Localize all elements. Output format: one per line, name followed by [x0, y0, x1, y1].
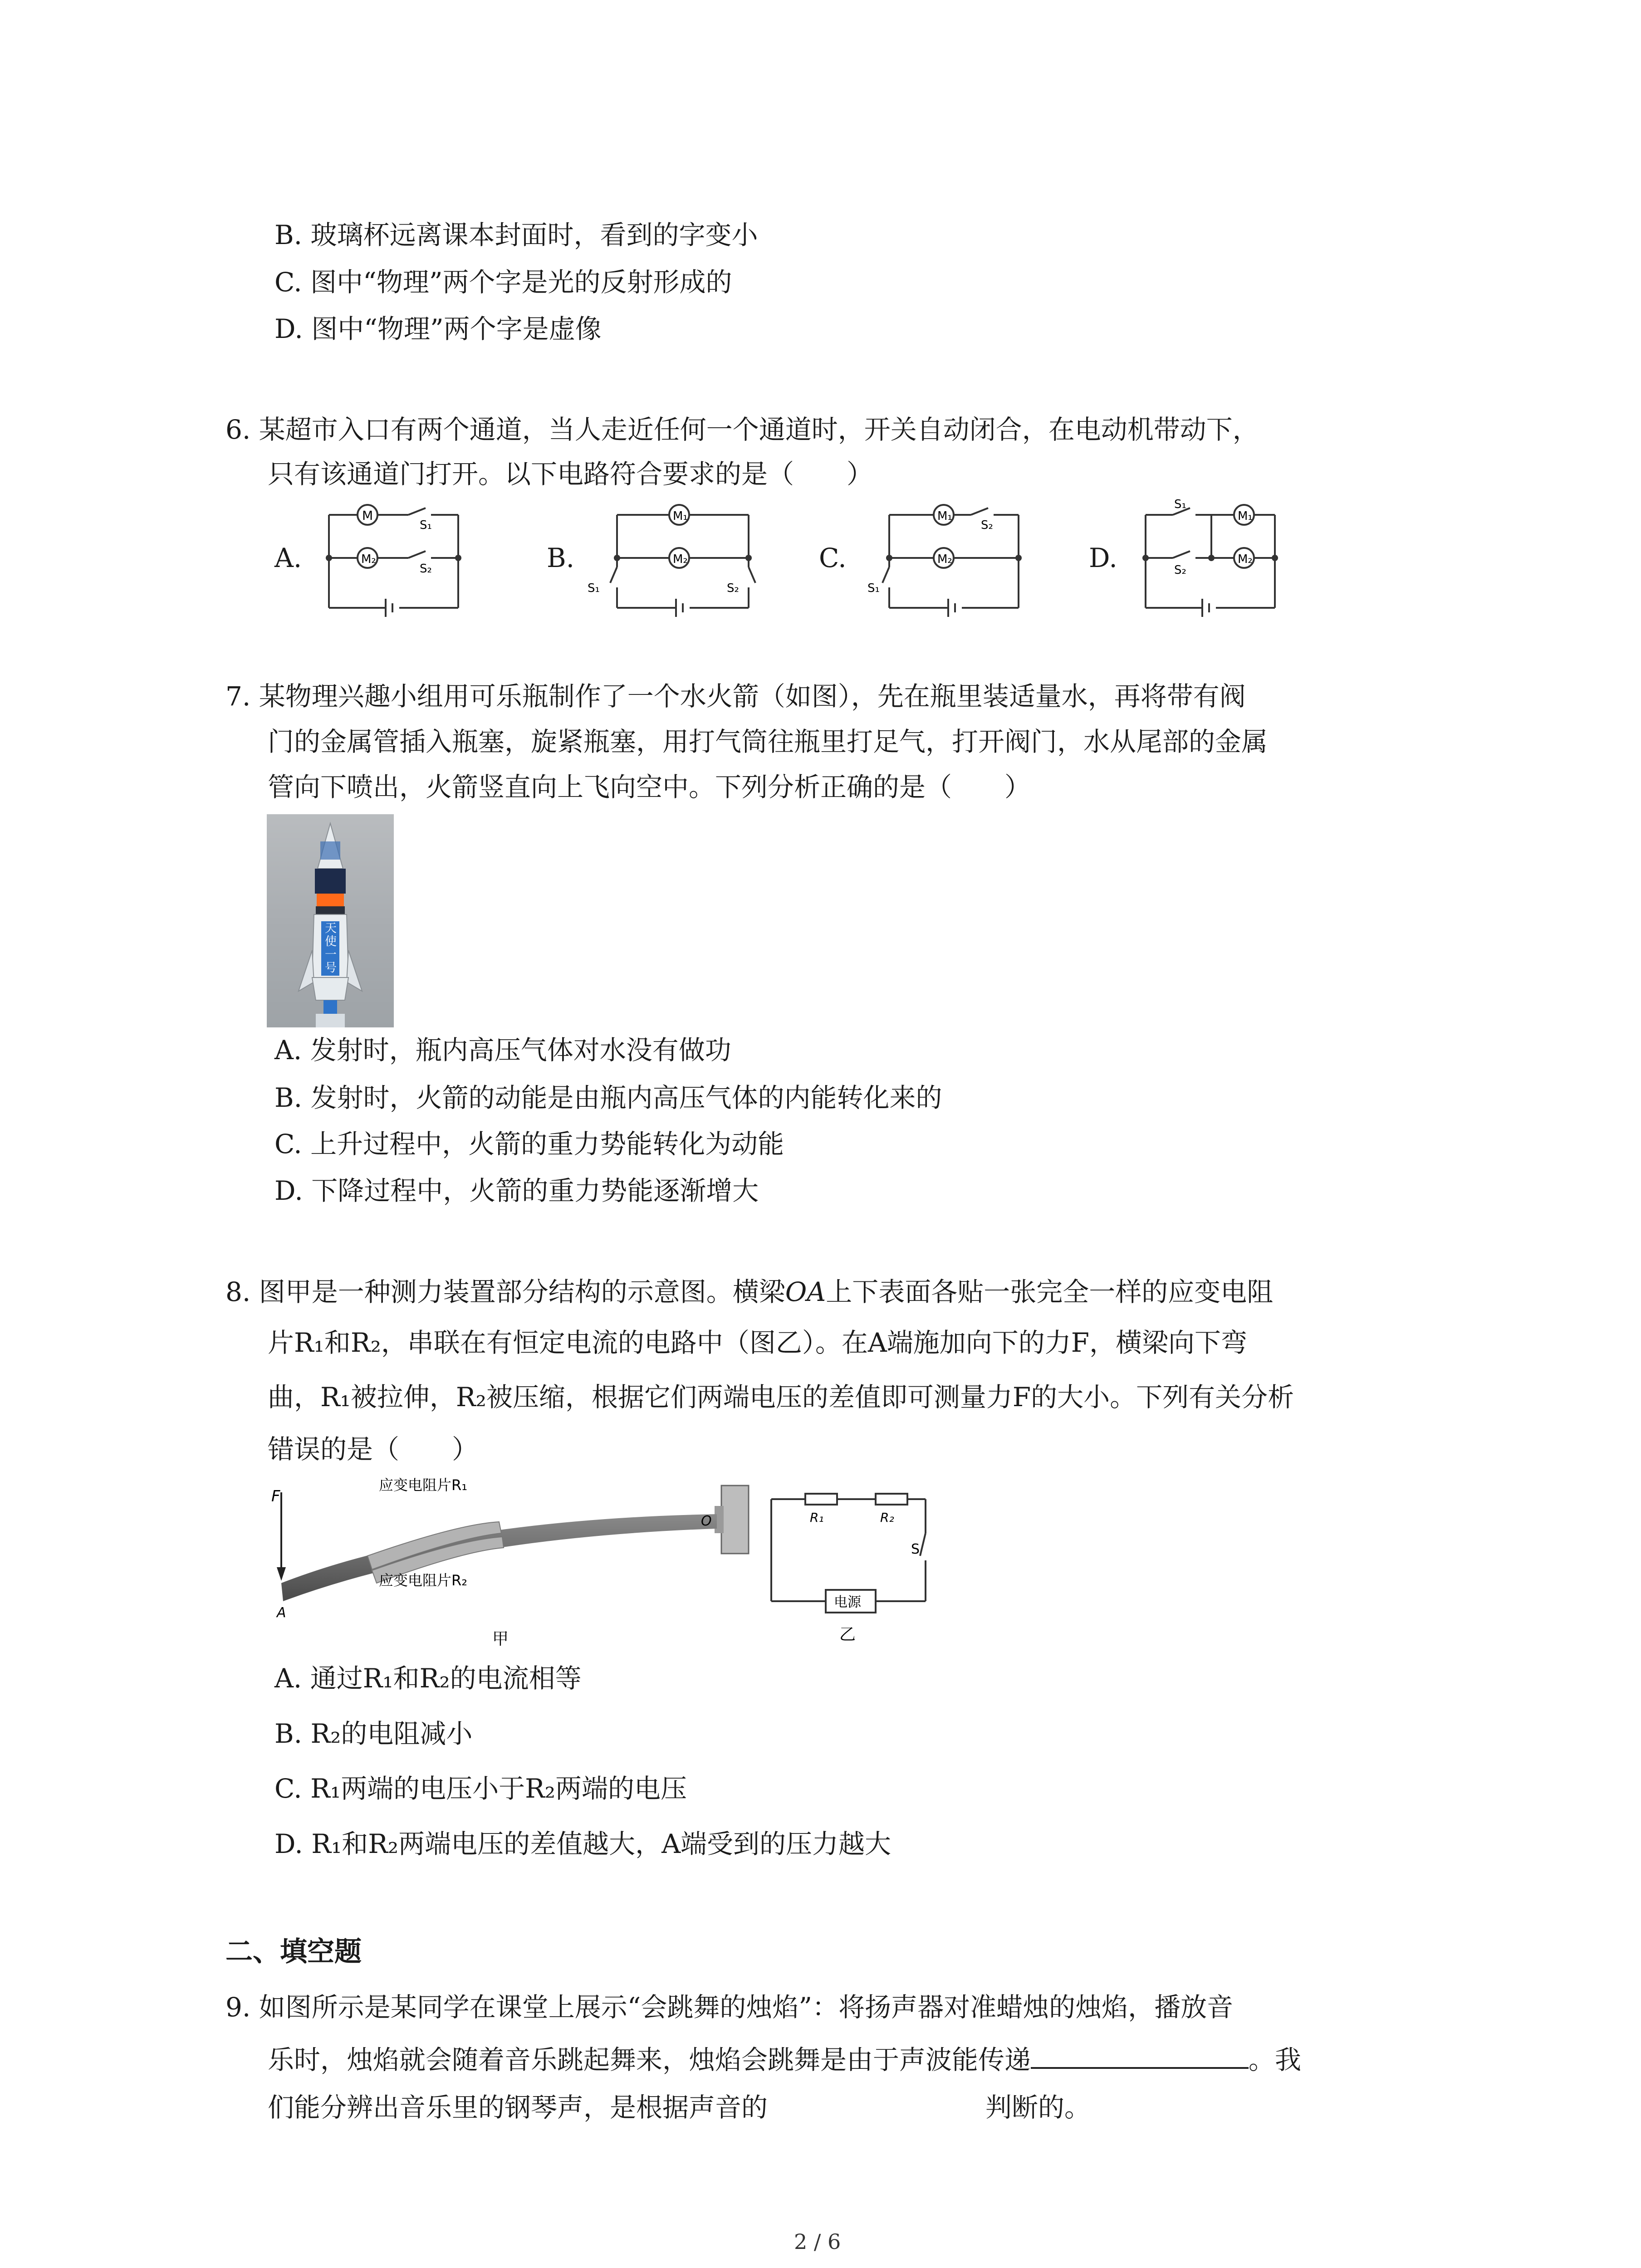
q5-option-b: B. 玻璃杯远离课本封面时，看到的字变小 — [274, 220, 758, 250]
motor-label: M₁ — [937, 509, 952, 523]
q8-option-c: C. R₁两端的电压小于R₂两端的电压 — [274, 1773, 687, 1804]
figure-jia-caption: 甲 — [492, 1630, 509, 1648]
q6-stem-line1: 6. 某超市入口有两个通道，当人走近任何一个通道时，开关自动闭合，在电动机带动下， — [225, 414, 1259, 445]
strain-gauge-beam-figure — [263, 1470, 762, 1651]
circuit-r2-label: R₂ — [880, 1510, 894, 1525]
gauge-r1-label: 应变电阻片R₁ — [379, 1476, 468, 1494]
force-label: F — [271, 1487, 280, 1505]
water-rocket-photo — [267, 814, 394, 1027]
switch-label: S₁ — [867, 582, 880, 595]
q7-option-c: C. 上升过程中，火箭的重力势能转化为动能 — [274, 1129, 784, 1159]
switch-label: S₂ — [420, 562, 432, 576]
q8-stem-line3: 曲，R₁被拉伸，R₂被压缩，根据它们两端电压的差值即可测量力F的大小。下列有关分析 — [268, 1382, 1294, 1413]
motor-label: M — [362, 508, 373, 523]
series-circuit-figure — [767, 1483, 939, 1656]
q5-option-d: D. 图中“物理”两个字是虚像 — [274, 313, 602, 344]
motor-label: M₁ — [673, 509, 688, 523]
motor-label: M₁ — [1238, 509, 1253, 523]
q7-stem-line2: 门的金属管插入瓶塞，旋紧瓶塞，用打气筒往瓶里打足气，打开阀门，水从尾部的金属 — [268, 726, 1268, 757]
q6-option-d-label: D. — [1089, 543, 1117, 573]
figure-yi-caption: 乙 — [839, 1625, 856, 1644]
q7-option-a: A. 发射时，瓶内高压气体对水没有做功 — [274, 1035, 731, 1066]
q7-stem-line1: 7. 某物理兴趣小组用可乐瓶制作了一个水火箭（如图），先在瓶里装适量水，再将带有阀 — [225, 681, 1246, 712]
switch-label: S₂ — [1174, 563, 1186, 577]
circuit-c-diagram — [857, 499, 1030, 617]
motor-label: M₂ — [1238, 552, 1253, 566]
q7-option-b: B. 发射时，火箭的动能是由瓶内高压气体的内能转化来的 — [274, 1082, 942, 1113]
q6-option-a-label: A. — [274, 543, 302, 573]
switch-label: S₁ — [420, 518, 432, 532]
answer-blank-2[interactable] — [768, 2091, 985, 2116]
switch-label: S₂ — [981, 518, 993, 532]
circuit-b-diagram — [585, 499, 767, 617]
rocket-label: 天 使 一 号 — [324, 922, 337, 975]
gauge-r2-label: 应变电阻片R₂ — [379, 1572, 468, 1589]
q7-option-d: D. 下降过程中，火箭的重力势能逐渐增大 — [274, 1175, 759, 1206]
switch-label: S₁ — [1174, 499, 1186, 511]
point-o-label: O — [701, 1513, 712, 1529]
q9-stem-line3: 们能分辨出音乐里的钢琴声，是根据声音的 判断的。 — [268, 2092, 1091, 2123]
circuit-d-diagram — [1134, 499, 1288, 617]
page-number: 2 / 6 — [794, 2229, 841, 2254]
q8-stem-line4: 错误的是（ ） — [268, 1434, 479, 1465]
switch-label: S₁ — [588, 582, 600, 595]
q8-option-a: A. 通过R₁和R₂的电流相等 — [274, 1663, 582, 1694]
switch-label: S₂ — [727, 582, 739, 595]
answer-blank-1[interactable] — [1031, 2043, 1249, 2069]
q6-option-c-label: C. — [819, 543, 847, 573]
circuit-power-label: 电源 — [834, 1594, 861, 1610]
q8-option-b: B. R₂的电阻减小 — [274, 1718, 473, 1749]
circuit-r1-label: R₁ — [810, 1510, 824, 1525]
q8-stem-line1: 8. 图甲是一种测力装置部分结构的示意图。横梁OA上下表面各贴一张完全一样的应变电阻 — [225, 1276, 1274, 1307]
motor-label: M₂ — [937, 552, 952, 566]
q9-stem-line2: 乐时，烛焰就会随着音乐跳起舞来，烛焰会跳舞是由于声波能传递 。我 — [268, 2044, 1302, 2075]
q6-option-b-label: B. — [547, 543, 575, 573]
circuit-switch-label: S — [911, 1541, 920, 1557]
motor-label: M₂ — [361, 552, 376, 566]
motor-label: M₂ — [673, 552, 688, 566]
q5-option-c: C. 图中“物理”两个字是光的反射形成的 — [274, 267, 732, 298]
section-title: 二、填空题 — [225, 1936, 362, 1968]
point-a-label: A — [277, 1605, 286, 1621]
q8-option-d: D. R₁和R₂两端电压的差值越大，A端受到的压力越大 — [274, 1828, 892, 1859]
q6-stem-line2: 只有该通道门打开。以下电路符合要求的是（ ） — [268, 459, 873, 489]
circuit-a-diagram — [318, 499, 472, 617]
q8-stem-line2: 片R₁和R₂，串联在有恒定电流的电路中（图乙）。在A端施加向下的力F，横梁向下弯 — [268, 1327, 1247, 1358]
q9-stem-line1: 9. 如图所示是某同学在课堂上展示“会跳舞的烛焰”：将扬声器对准蜡烛的烛焰，播放音 — [225, 1992, 1234, 2023]
q7-stem-line3: 管向下喷出，火箭竖直向上飞向空中。下列分析正确的是（ ） — [268, 772, 1031, 802]
